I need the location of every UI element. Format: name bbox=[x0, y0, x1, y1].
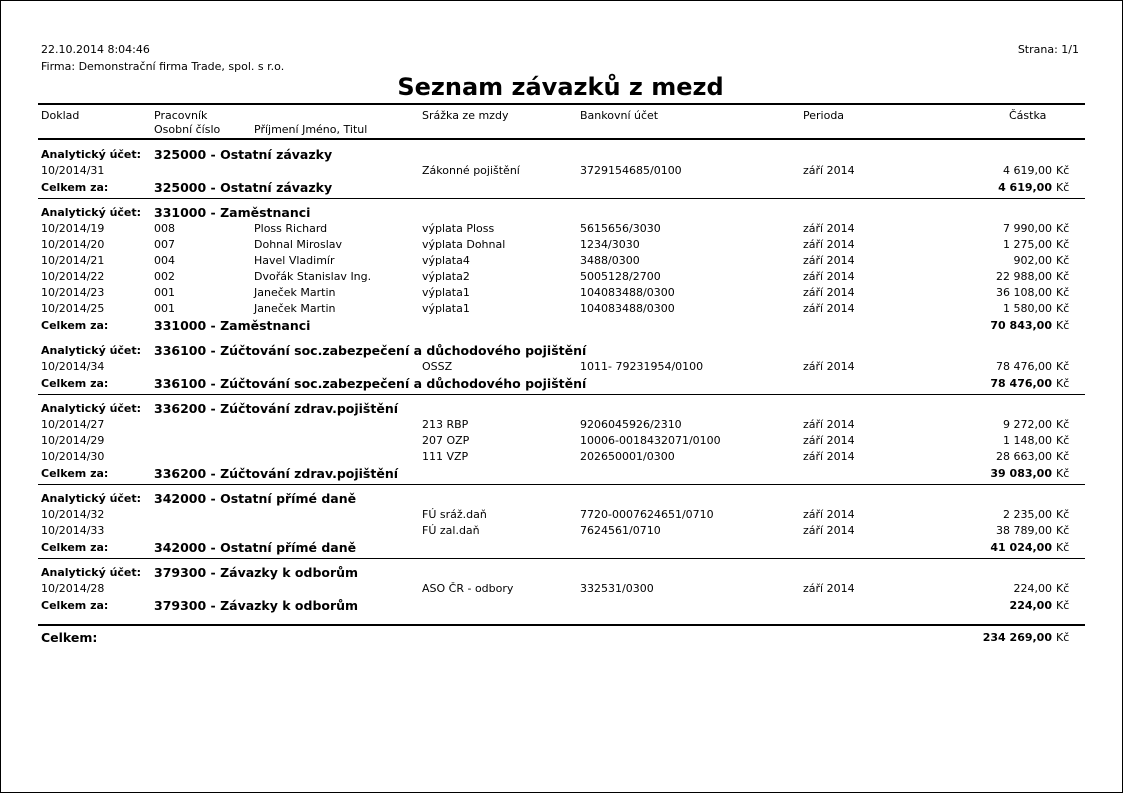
table-row bbox=[38, 237, 1085, 253]
currency: Kč bbox=[1056, 360, 1070, 373]
amount: 1 275,00 bbox=[1003, 238, 1052, 251]
doklad: 10/2014/30 bbox=[41, 450, 105, 463]
doklad: 10/2014/27 bbox=[41, 418, 105, 431]
account-heading bbox=[38, 490, 1085, 507]
srazka: FÚ zal.daň bbox=[422, 524, 480, 537]
currency: Kč bbox=[1056, 631, 1070, 644]
amount: 38 789,00 bbox=[996, 524, 1052, 537]
bankovni-ucet: 9206045926/2310 bbox=[580, 418, 682, 431]
amount: 9 272,00 bbox=[1003, 418, 1052, 431]
currency: Kč bbox=[1056, 467, 1070, 480]
total-label: Celkem za: bbox=[41, 377, 109, 390]
amount: 41 024,00 bbox=[990, 541, 1052, 554]
srazka: výplata2 bbox=[422, 270, 470, 283]
doklad: 10/2014/21 bbox=[41, 254, 105, 267]
currency: Kč bbox=[1056, 450, 1070, 463]
doklad: 10/2014/23 bbox=[41, 286, 105, 299]
account-name: 325000 - Ostatní závazky bbox=[154, 147, 333, 162]
bankovni-ucet: 3488/0300 bbox=[580, 254, 640, 267]
perioda: září 2014 bbox=[803, 360, 855, 373]
account-label: Analytický účet: bbox=[41, 492, 142, 505]
amount: 70 843,00 bbox=[990, 319, 1052, 332]
total-label: Celkem za: bbox=[41, 181, 109, 194]
total-label: Celkem za: bbox=[41, 467, 109, 480]
perioda: září 2014 bbox=[803, 238, 855, 251]
bankovni-ucet: 104083488/0300 bbox=[580, 286, 675, 299]
currency: Kč bbox=[1056, 377, 1070, 390]
jmeno: Dvořák Stanislav Ing. bbox=[254, 270, 372, 283]
bankovni-ucet: 202650001/0300 bbox=[580, 450, 675, 463]
account-name: 331000 - Zaměstnanci bbox=[154, 318, 311, 333]
report-body bbox=[38, 141, 1085, 646]
account-heading bbox=[38, 204, 1085, 221]
col-castka: Částka bbox=[1009, 109, 1047, 122]
osobni-cislo: 008 bbox=[154, 222, 175, 235]
col-perioda: Perioda bbox=[803, 109, 845, 122]
account-name: 342000 - Ostatní přímé daně bbox=[154, 491, 357, 506]
bankovni-ucet: 332531/0300 bbox=[580, 582, 654, 595]
table-row bbox=[38, 449, 1085, 465]
col-osobni-cislo: Osobní číslo bbox=[154, 123, 221, 136]
currency: Kč bbox=[1056, 164, 1070, 177]
account-name: 325000 - Ostatní závazky bbox=[154, 180, 333, 195]
grand-total bbox=[38, 629, 1085, 646]
table-row bbox=[38, 285, 1085, 301]
doklad: 10/2014/33 bbox=[41, 524, 105, 537]
srazka: 207 OZP bbox=[422, 434, 470, 447]
amount: 234 269,00 bbox=[982, 631, 1052, 644]
section-total bbox=[38, 539, 1085, 556]
amount: 22 988,00 bbox=[996, 270, 1052, 283]
doklad: 10/2014/22 bbox=[41, 270, 105, 283]
table-row bbox=[38, 417, 1085, 433]
doklad: 10/2014/20 bbox=[41, 238, 105, 251]
currency: Kč bbox=[1056, 418, 1070, 431]
table-row bbox=[38, 163, 1085, 179]
srazka: výplata Ploss bbox=[422, 222, 495, 235]
bankovni-ucet: 5615656/3030 bbox=[580, 222, 661, 235]
total-label: Celkem za: bbox=[41, 541, 109, 554]
currency: Kč bbox=[1056, 181, 1070, 194]
amount: 4 619,00 bbox=[998, 181, 1052, 194]
section-total bbox=[38, 179, 1085, 196]
table-row bbox=[38, 507, 1085, 523]
amount: 7 990,00 bbox=[1003, 222, 1052, 235]
table-row bbox=[38, 269, 1085, 285]
doklad: 10/2014/31 bbox=[41, 164, 105, 177]
amount: 224,00 bbox=[1009, 599, 1052, 612]
account-label: Analytický účet: bbox=[41, 344, 142, 357]
header-bottom-rule bbox=[38, 138, 1085, 140]
srazka: výplata1 bbox=[422, 286, 470, 299]
amount: 1 148,00 bbox=[1003, 434, 1052, 447]
account-label: Analytický účet: bbox=[41, 566, 142, 579]
perioda: září 2014 bbox=[803, 164, 855, 177]
amount: 36 108,00 bbox=[996, 286, 1052, 299]
currency: Kč bbox=[1056, 302, 1070, 315]
bankovni-ucet: 5005128/2700 bbox=[580, 270, 661, 283]
bankovni-ucet: 1011- 79231954/0100 bbox=[580, 360, 704, 373]
perioda: září 2014 bbox=[803, 254, 855, 267]
srazka: 213 RBP bbox=[422, 418, 469, 431]
amount: 78 476,00 bbox=[996, 360, 1052, 373]
page-number: Strana: 1/1 bbox=[1017, 43, 1079, 56]
account-section bbox=[38, 395, 1085, 485]
perioda: září 2014 bbox=[803, 582, 855, 595]
currency: Kč bbox=[1056, 524, 1070, 537]
bankovni-ucet: 7720-0007624651/0710 bbox=[580, 508, 714, 521]
header-top-rule bbox=[38, 103, 1085, 105]
perioda: září 2014 bbox=[803, 286, 855, 299]
amount: 28 663,00 bbox=[996, 450, 1052, 463]
bankovni-ucet: 104083488/0300 bbox=[580, 302, 675, 315]
osobni-cislo: 001 bbox=[154, 286, 175, 299]
currency: Kč bbox=[1056, 582, 1070, 595]
amount: 1 580,00 bbox=[1003, 302, 1052, 315]
bankovni-ucet: 10006-0018432071/0100 bbox=[580, 434, 721, 447]
section-total bbox=[38, 465, 1085, 482]
osobni-cislo: 007 bbox=[154, 238, 175, 251]
bankovni-ucet: 1234/3030 bbox=[580, 238, 640, 251]
currency: Kč bbox=[1056, 541, 1070, 554]
currency: Kč bbox=[1056, 319, 1070, 332]
table-row bbox=[38, 221, 1085, 237]
account-section bbox=[38, 141, 1085, 199]
doklad: 10/2014/34 bbox=[41, 360, 105, 373]
doklad: 10/2014/25 bbox=[41, 302, 105, 315]
srazka: ASO ČR - odbory bbox=[422, 582, 514, 595]
doklad: 10/2014/32 bbox=[41, 508, 105, 521]
table-row bbox=[38, 581, 1085, 597]
col-bankovni-ucet: Bankovní účet bbox=[580, 109, 659, 122]
currency: Kč bbox=[1056, 238, 1070, 251]
doklad: 10/2014/29 bbox=[41, 434, 105, 447]
perioda: září 2014 bbox=[803, 508, 855, 521]
account-heading bbox=[38, 564, 1085, 581]
perioda: září 2014 bbox=[803, 450, 855, 463]
srazka: OSSZ bbox=[422, 360, 453, 373]
account-name: 336200 - Zúčtování zdrav.pojištění bbox=[154, 401, 399, 416]
perioda: září 2014 bbox=[803, 434, 855, 447]
amount: 78 476,00 bbox=[990, 377, 1052, 390]
account-name: 336100 - Zúčtování soc.zabezpečení a důchodového pojištění bbox=[154, 376, 587, 391]
jmeno: Havel Vladimír bbox=[254, 254, 335, 267]
section-total bbox=[38, 317, 1085, 334]
print-datetime: 22.10.2014 8:04:46 bbox=[41, 43, 150, 56]
account-name: 379300 - Závazky k odborům bbox=[154, 565, 359, 580]
amount: 2 235,00 bbox=[1003, 508, 1052, 521]
perioda: září 2014 bbox=[803, 222, 855, 235]
account-label: Analytický účet: bbox=[41, 148, 142, 161]
table-row bbox=[38, 301, 1085, 317]
currency: Kč bbox=[1056, 254, 1070, 267]
table-row bbox=[38, 523, 1085, 539]
srazka: Zákonné pojištění bbox=[422, 164, 520, 177]
grand-total-label: Celkem: bbox=[41, 630, 98, 645]
osobni-cislo: 001 bbox=[154, 302, 175, 315]
amount: 4 619,00 bbox=[1003, 164, 1052, 177]
col-srazka: Srážka ze mzdy bbox=[422, 109, 509, 122]
account-label: Analytický účet: bbox=[41, 402, 142, 415]
currency: Kč bbox=[1056, 286, 1070, 299]
amount: 224,00 bbox=[1013, 582, 1052, 595]
table-row bbox=[38, 433, 1085, 449]
section-total bbox=[38, 375, 1085, 392]
doklad: 10/2014/28 bbox=[41, 582, 105, 595]
col-doklad: Doklad bbox=[41, 109, 80, 122]
doklad: 10/2014/19 bbox=[41, 222, 105, 235]
currency: Kč bbox=[1056, 270, 1070, 283]
account-section bbox=[38, 485, 1085, 559]
srazka: 111 VZP bbox=[422, 450, 469, 463]
currency: Kč bbox=[1056, 222, 1070, 235]
bankovni-ucet: 3729154685/0100 bbox=[580, 164, 682, 177]
perioda: září 2014 bbox=[803, 270, 855, 283]
account-name: 379300 - Závazky k odborům bbox=[154, 598, 359, 613]
srazka: výplata4 bbox=[422, 254, 470, 267]
jmeno: Dohnal Miroslav bbox=[254, 238, 343, 251]
account-heading bbox=[38, 342, 1085, 359]
account-name: 331000 - Zaměstnanci bbox=[154, 205, 311, 220]
jmeno: Janeček Martin bbox=[254, 302, 336, 315]
srazka: výplata Dohnal bbox=[422, 238, 506, 251]
perioda: září 2014 bbox=[803, 418, 855, 431]
table-row bbox=[38, 359, 1085, 375]
company-name: Firma: Demonstrační firma Trade, spol. s r.o. bbox=[41, 60, 285, 73]
perioda: září 2014 bbox=[803, 524, 855, 537]
section-total bbox=[38, 597, 1085, 614]
col-pracovnik: Pracovník bbox=[154, 109, 208, 122]
col-jmeno: Příjmení Jméno, Titul bbox=[254, 123, 368, 136]
total-label: Celkem za: bbox=[41, 599, 109, 612]
jmeno: Janeček Martin bbox=[254, 286, 336, 299]
account-section bbox=[38, 559, 1085, 616]
srazka: výplata1 bbox=[422, 302, 470, 315]
amount: 902,00 bbox=[1013, 254, 1052, 267]
currency: Kč bbox=[1056, 434, 1070, 447]
bankovni-ucet: 7624561/0710 bbox=[580, 524, 661, 537]
account-heading bbox=[38, 400, 1085, 417]
amount: 39 083,00 bbox=[990, 467, 1052, 480]
jmeno: Ploss Richard bbox=[254, 222, 328, 235]
account-label: Analytický účet: bbox=[41, 206, 142, 219]
currency: Kč bbox=[1056, 508, 1070, 521]
account-section bbox=[38, 199, 1085, 337]
srazka: FÚ sráž.daň bbox=[422, 508, 487, 521]
account-section bbox=[38, 337, 1085, 395]
currency: Kč bbox=[1056, 599, 1070, 612]
report-title: Seznam závazků z mezd bbox=[397, 73, 724, 101]
grand-total-rule bbox=[38, 624, 1085, 626]
perioda: září 2014 bbox=[803, 302, 855, 315]
osobni-cislo: 002 bbox=[154, 270, 175, 283]
osobni-cislo: 004 bbox=[154, 254, 175, 267]
total-label: Celkem za: bbox=[41, 319, 109, 332]
table-row bbox=[38, 253, 1085, 269]
account-name: 342000 - Ostatní přímé daně bbox=[154, 540, 357, 555]
account-heading bbox=[38, 146, 1085, 163]
account-name: 336100 - Zúčtování soc.zabezpečení a důchodového pojištění bbox=[154, 343, 587, 358]
account-name: 336200 - Zúčtování zdrav.pojištění bbox=[154, 466, 399, 481]
